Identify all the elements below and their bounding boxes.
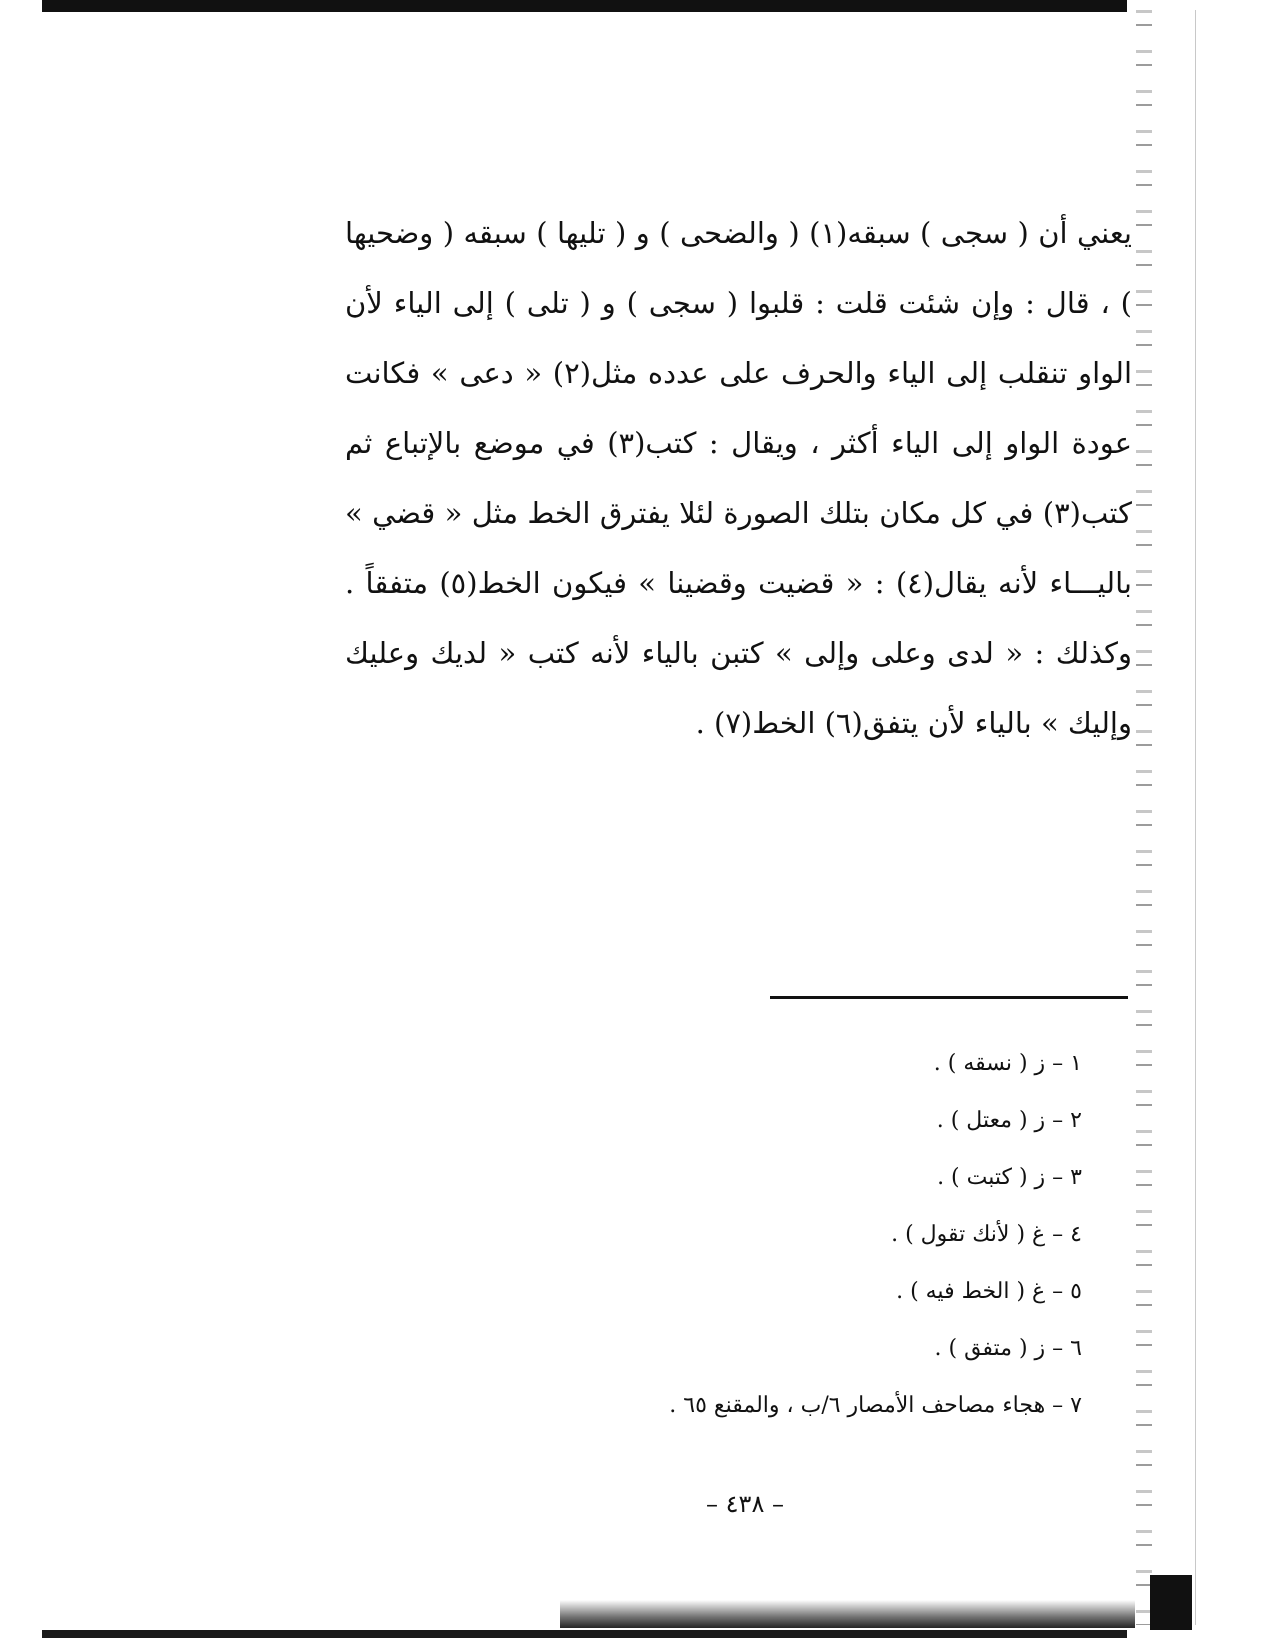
footnote-item: ١ – ز ( نسقه ) .: [933, 1051, 1082, 1076]
scan-bottom-shadow: [560, 1600, 1135, 1628]
footnote-item: ٤ – غ ( لأنك تقول ) .: [891, 1222, 1082, 1247]
scan-bottom-border: [42, 1630, 1127, 1638]
main-text-paragraph: يعني أن ( سجى ) سبقه(١) ( والضحى ) و ( تليها ) سبقه ( وضحيها ) ، قال : وإن شئت قلت : قلبوا ( سجى ) و ( تلى ) إلى الياء لأن الواو تنقلب إلى الياء والحرف على عدده مثل(٢) « دعى » فكانت عودة الواو إلى الياء أكثر ، ويقال : كتب(٣) في موضع بالإتباع ثم كتب(٣) في كل مكان بتلك الصورة لئلا يفترق الخط مثل « قضي » باليـــاء لأنه يقال(٤) : « قضيت وقضينا » فيكون الخط(٥) متفقاً . وكذلك : « لدى وعلى وإلى » كتبن بالياء لأنه كتب « لديك وعليك وإليك » بالياء لأن يتفق(٦) الخط(٧) .: [345, 216, 1132, 740]
scan-corner-block: [1150, 1575, 1192, 1630]
footnote-separator: [770, 996, 1128, 999]
footnote-item: ٦ – ز ( متفق ) .: [934, 1336, 1082, 1361]
scan-top-border: [42, 0, 1127, 12]
footnote-item: ٥ – غ ( الخط فيه ) .: [896, 1279, 1082, 1304]
scan-edge-line: [1195, 10, 1196, 1625]
footnote-item: ٣ – ز ( كتبت ) .: [937, 1165, 1082, 1190]
page-number: – ٤٣٨ –: [706, 1490, 784, 1518]
scan-binding-edge: [1136, 10, 1152, 1625]
footnote-item: ٧ – هجاء مصاحف الأمصار ٦/ب ، والمقنع ٦٥ .: [669, 1393, 1082, 1418]
footnotes-list: [560, 1035, 1082, 1434]
footnote-item: ٢ – ز ( معتل ) .: [936, 1108, 1082, 1133]
